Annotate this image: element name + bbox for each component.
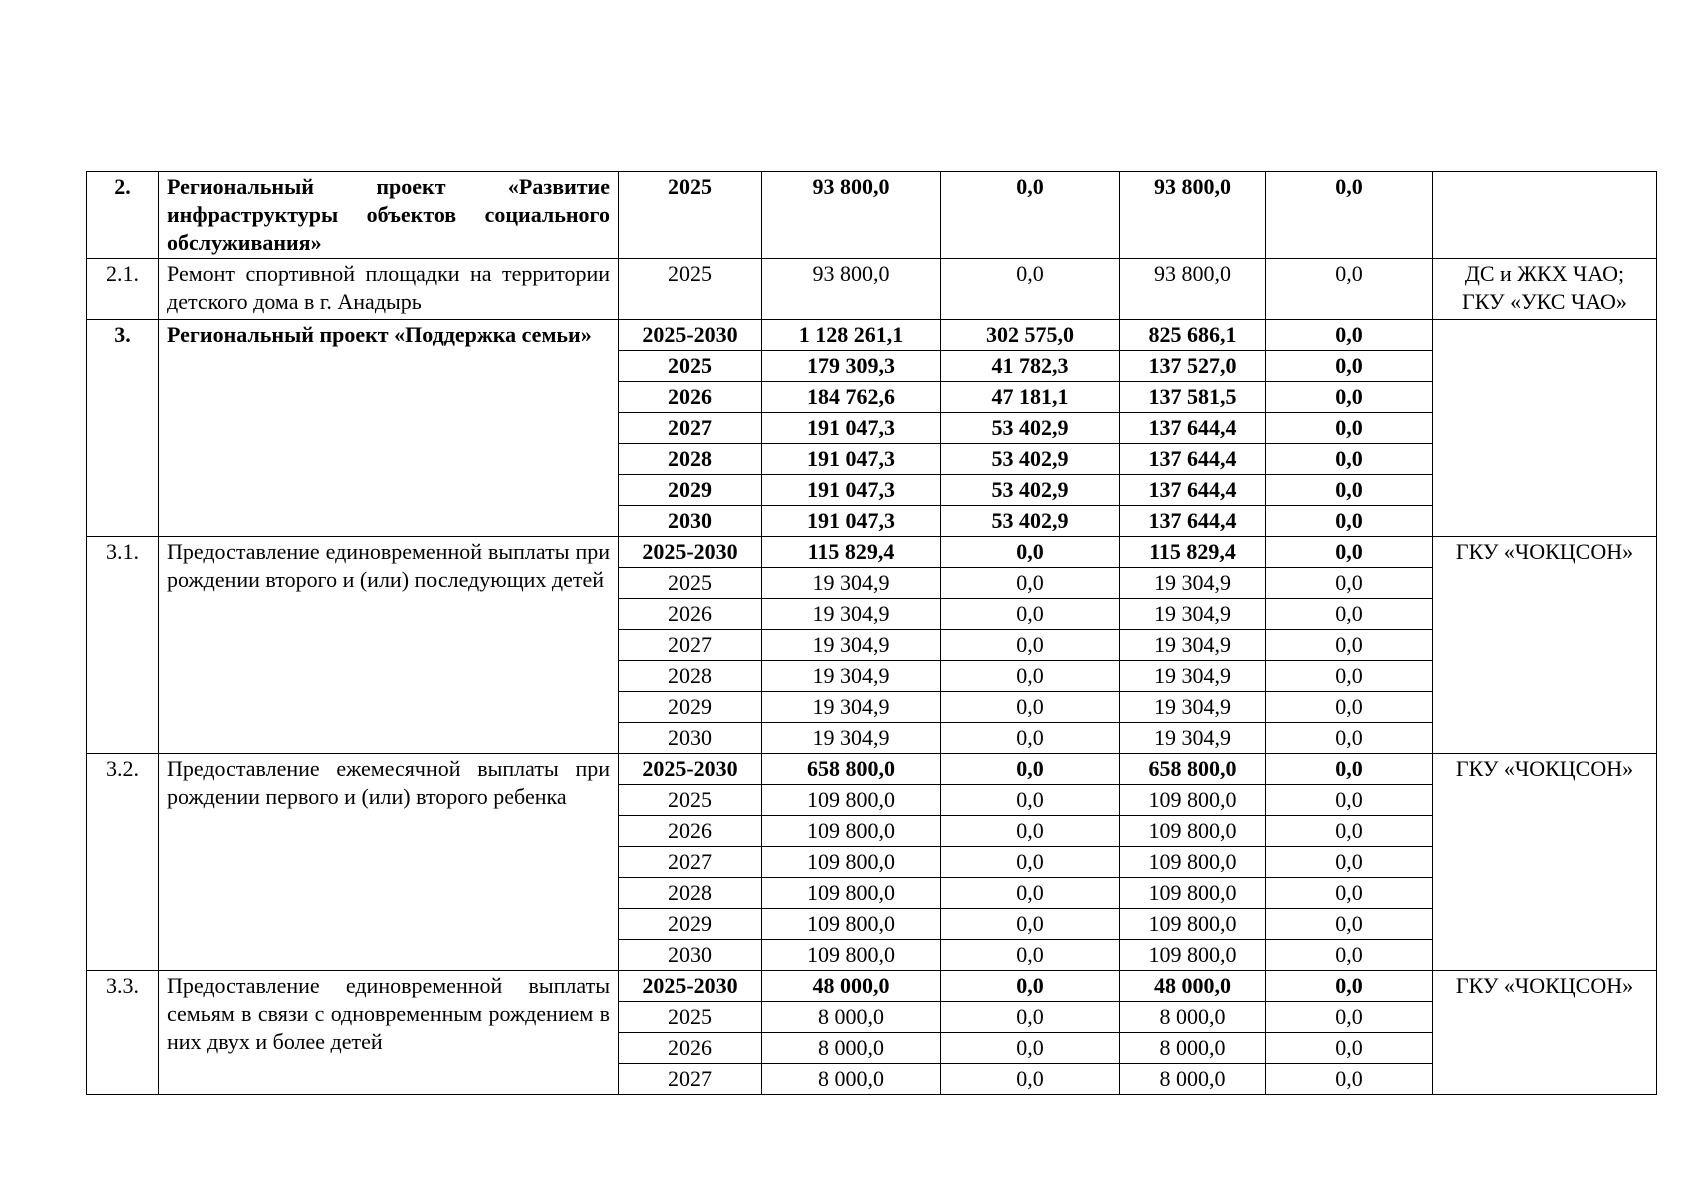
federal-cell: 0,0 [941, 568, 1120, 599]
other-cell: 0,0 [1266, 1002, 1433, 1033]
year-cell: 2026 [619, 816, 762, 847]
federal-cell: 0,0 [941, 172, 1120, 259]
federal-cell: 53 402,9 [941, 475, 1120, 506]
regional-cell: 48 000,0 [1120, 971, 1266, 1002]
regional-cell: 93 800,0 [1120, 172, 1266, 259]
federal-cell: 0,0 [941, 599, 1120, 630]
year-cell: 2026 [619, 599, 762, 630]
other-cell: 0,0 [1266, 816, 1433, 847]
other-cell: 0,0 [1266, 754, 1433, 785]
federal-cell: 0,0 [941, 259, 1120, 320]
row-title: Региональный проект «Развитие инфраструктуры объектов социального обслуживания» [159, 172, 619, 259]
total-cell: 109 800,0 [762, 909, 941, 940]
total-cell: 19 304,9 [762, 723, 941, 754]
other-cell: 0,0 [1266, 382, 1433, 413]
year-cell: 2028 [619, 444, 762, 475]
regional-cell: 115 829,4 [1120, 537, 1266, 568]
federal-cell: 0,0 [941, 971, 1120, 1002]
regional-cell: 137 644,4 [1120, 475, 1266, 506]
other-cell: 0,0 [1266, 172, 1433, 259]
table-row [87, 537, 1657, 568]
regional-cell: 109 800,0 [1120, 847, 1266, 878]
row-title: Предоставление единовременной выплаты при рождении второго и (или) последующих детей [159, 537, 619, 754]
total-cell: 8 000,0 [762, 1033, 941, 1064]
federal-cell: 0,0 [941, 940, 1120, 971]
total-cell: 93 800,0 [762, 172, 941, 259]
federal-cell: 0,0 [941, 785, 1120, 816]
row-number: 3. [87, 320, 159, 537]
total-cell: 19 304,9 [762, 692, 941, 723]
row-title: Ремонт спортивной площадки на территории детского дома в г. Анадырь [159, 259, 619, 320]
year-cell: 2028 [619, 878, 762, 909]
year-cell: 2030 [619, 723, 762, 754]
responsible-cell: ГКУ «ЧОКЦСОН» [1433, 971, 1657, 1095]
other-cell: 0,0 [1266, 723, 1433, 754]
regional-cell: 93 800,0 [1120, 259, 1266, 320]
other-cell: 0,0 [1266, 1064, 1433, 1095]
federal-cell: 0,0 [941, 1002, 1120, 1033]
year-cell: 2025-2030 [619, 537, 762, 568]
year-cell: 2026 [619, 1033, 762, 1064]
total-cell: 93 800,0 [762, 259, 941, 320]
other-cell: 0,0 [1266, 506, 1433, 537]
row-number: 3.3. [87, 971, 159, 1095]
row-title: Предоставление единовременной выплаты семьям в связи с одновременным рождением в них двух и более детей [159, 971, 619, 1095]
federal-cell: 0,0 [941, 1064, 1120, 1095]
federal-cell: 0,0 [941, 537, 1120, 568]
total-cell: 109 800,0 [762, 785, 941, 816]
total-cell: 109 800,0 [762, 847, 941, 878]
year-cell: 2027 [619, 413, 762, 444]
other-cell: 0,0 [1266, 475, 1433, 506]
other-cell: 0,0 [1266, 630, 1433, 661]
year-cell: 2025 [619, 1002, 762, 1033]
regional-cell: 109 800,0 [1120, 816, 1266, 847]
other-cell: 0,0 [1266, 599, 1433, 630]
other-cell: 0,0 [1266, 259, 1433, 320]
federal-cell: 53 402,9 [941, 444, 1120, 475]
other-cell: 0,0 [1266, 661, 1433, 692]
year-cell: 2027 [619, 630, 762, 661]
federal-cell: 41 782,3 [941, 351, 1120, 382]
year-cell: 2027 [619, 1064, 762, 1095]
total-cell: 109 800,0 [762, 878, 941, 909]
total-cell: 1 128 261,1 [762, 320, 941, 351]
regional-cell: 137 527,0 [1120, 351, 1266, 382]
total-cell: 109 800,0 [762, 940, 941, 971]
regional-cell: 8 000,0 [1120, 1033, 1266, 1064]
year-cell: 2025 [619, 568, 762, 599]
responsible-cell: ДС и ЖКХ ЧАО; ГКУ «УКС ЧАО» [1433, 259, 1657, 320]
regional-cell: 109 800,0 [1120, 909, 1266, 940]
row-number: 3.1. [87, 537, 159, 754]
federal-cell: 0,0 [941, 847, 1120, 878]
total-cell: 184 762,6 [762, 382, 941, 413]
regional-cell: 137 581,5 [1120, 382, 1266, 413]
total-cell: 19 304,9 [762, 599, 941, 630]
federal-cell: 0,0 [941, 630, 1120, 661]
year-cell: 2026 [619, 382, 762, 413]
responsible-cell [1433, 320, 1657, 537]
other-cell: 0,0 [1266, 444, 1433, 475]
federal-cell: 53 402,9 [941, 413, 1120, 444]
other-cell: 0,0 [1266, 568, 1433, 599]
row-title: Региональный проект «Поддержка семьи» [159, 320, 619, 537]
other-cell: 0,0 [1266, 971, 1433, 1002]
row-number: 2. [87, 172, 159, 259]
total-cell: 19 304,9 [762, 630, 941, 661]
total-cell: 658 800,0 [762, 754, 941, 785]
funding-table [86, 171, 1657, 1095]
federal-cell: 53 402,9 [941, 506, 1120, 537]
federal-cell: 0,0 [941, 754, 1120, 785]
federal-cell: 0,0 [941, 723, 1120, 754]
other-cell: 0,0 [1266, 785, 1433, 816]
total-cell: 191 047,3 [762, 506, 941, 537]
table-row [87, 172, 1657, 259]
responsible-cell [1433, 172, 1657, 259]
other-cell: 0,0 [1266, 878, 1433, 909]
total-cell: 48 000,0 [762, 971, 941, 1002]
other-cell: 0,0 [1266, 537, 1433, 568]
year-cell: 2025 [619, 785, 762, 816]
other-cell: 0,0 [1266, 909, 1433, 940]
row-number: 3.2. [87, 754, 159, 971]
table-row [87, 754, 1657, 785]
total-cell: 109 800,0 [762, 816, 941, 847]
other-cell: 0,0 [1266, 413, 1433, 444]
regional-cell: 19 304,9 [1120, 630, 1266, 661]
regional-cell: 109 800,0 [1120, 878, 1266, 909]
year-cell: 2025 [619, 351, 762, 382]
responsible-cell: ГКУ «ЧОКЦСОН» [1433, 754, 1657, 971]
other-cell: 0,0 [1266, 940, 1433, 971]
regional-cell: 19 304,9 [1120, 723, 1266, 754]
federal-cell: 0,0 [941, 661, 1120, 692]
federal-cell: 0,0 [941, 1033, 1120, 1064]
total-cell: 191 047,3 [762, 413, 941, 444]
total-cell: 19 304,9 [762, 568, 941, 599]
federal-cell: 302 575,0 [941, 320, 1120, 351]
total-cell: 19 304,9 [762, 661, 941, 692]
year-cell: 2025 [619, 172, 762, 259]
total-cell: 8 000,0 [762, 1002, 941, 1033]
year-cell: 2027 [619, 847, 762, 878]
total-cell: 179 309,3 [762, 351, 941, 382]
regional-cell: 825 686,1 [1120, 320, 1266, 351]
regional-cell: 19 304,9 [1120, 599, 1266, 630]
regional-cell: 137 644,4 [1120, 413, 1266, 444]
year-cell: 2029 [619, 909, 762, 940]
regional-cell: 137 644,4 [1120, 444, 1266, 475]
total-cell: 115 829,4 [762, 537, 941, 568]
total-cell: 8 000,0 [762, 1064, 941, 1095]
table-body [87, 172, 1657, 1095]
regional-cell: 137 644,4 [1120, 506, 1266, 537]
year-cell: 2025-2030 [619, 971, 762, 1002]
federal-cell: 0,0 [941, 878, 1120, 909]
regional-cell: 19 304,9 [1120, 661, 1266, 692]
table-row [87, 259, 1657, 320]
row-title: Предоставление ежемесячной выплаты при рождении первого и (или) второго ребенка [159, 754, 619, 971]
table-row [87, 320, 1657, 351]
regional-cell: 19 304,9 [1120, 692, 1266, 723]
year-cell: 2029 [619, 692, 762, 723]
responsible-cell: ГКУ «ЧОКЦСОН» [1433, 537, 1657, 754]
federal-cell: 0,0 [941, 692, 1120, 723]
year-cell: 2030 [619, 940, 762, 971]
federal-cell: 47 181,1 [941, 382, 1120, 413]
row-number: 2.1. [87, 259, 159, 320]
regional-cell: 658 800,0 [1120, 754, 1266, 785]
regional-cell: 8 000,0 [1120, 1064, 1266, 1095]
other-cell: 0,0 [1266, 1033, 1433, 1064]
regional-cell: 109 800,0 [1120, 940, 1266, 971]
regional-cell: 8 000,0 [1120, 1002, 1266, 1033]
other-cell: 0,0 [1266, 351, 1433, 382]
other-cell: 0,0 [1266, 320, 1433, 351]
regional-cell: 19 304,9 [1120, 568, 1266, 599]
other-cell: 0,0 [1266, 692, 1433, 723]
total-cell: 191 047,3 [762, 444, 941, 475]
year-cell: 2029 [619, 475, 762, 506]
total-cell: 191 047,3 [762, 475, 941, 506]
federal-cell: 0,0 [941, 909, 1120, 940]
year-cell: 2030 [619, 506, 762, 537]
table-row [87, 971, 1657, 1002]
federal-cell: 0,0 [941, 816, 1120, 847]
year-cell: 2025-2030 [619, 320, 762, 351]
year-cell: 2025-2030 [619, 754, 762, 785]
year-cell: 2025 [619, 259, 762, 320]
other-cell: 0,0 [1266, 847, 1433, 878]
year-cell: 2028 [619, 661, 762, 692]
regional-cell: 109 800,0 [1120, 785, 1266, 816]
